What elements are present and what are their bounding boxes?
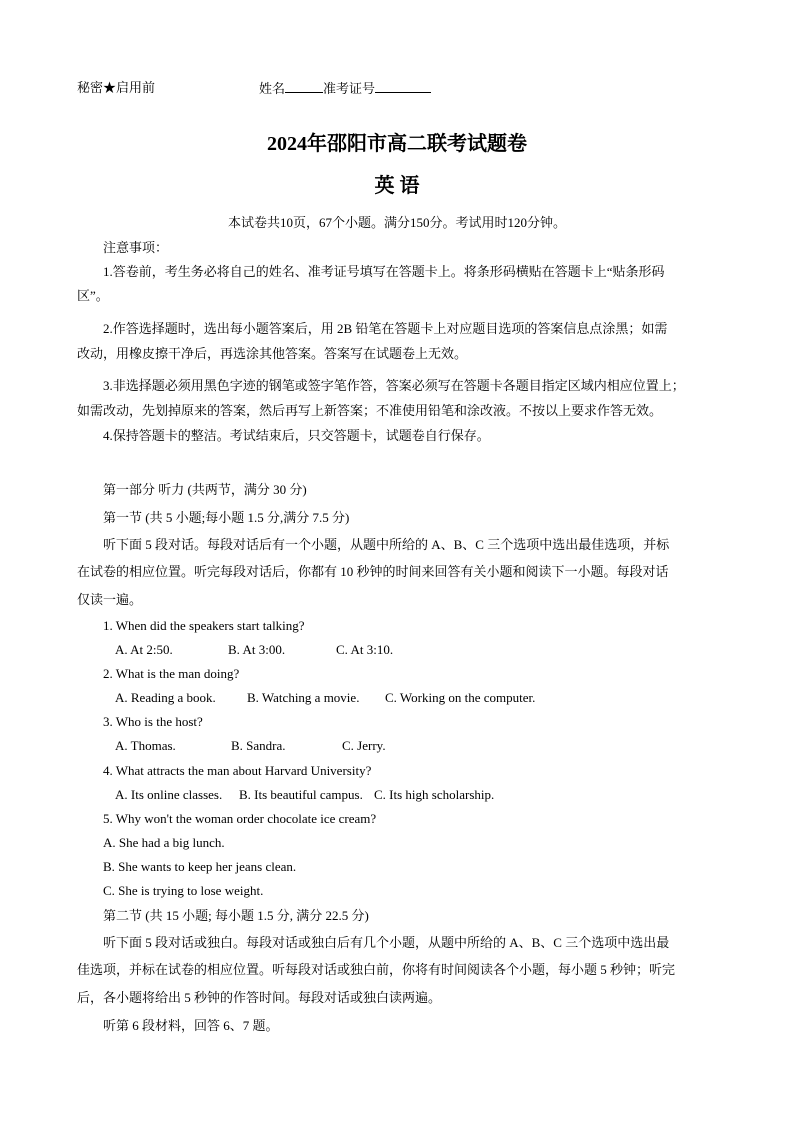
q2-option-c: C. Working on the computer.: [385, 690, 536, 705]
subject-title: 英 语: [374, 175, 420, 197]
section2-heading: 第二节 (共 15 小题; 每小题 1.5 分, 满分 22.5 分): [103, 908, 369, 923]
q1-option-b: B. At 3:00.: [228, 642, 286, 657]
section1-instruction-2: 在试卷的相应位置。听完每段对话后，你都有 10 秒钟的时间来回答有关小题和阅读下一小题。每段对话: [77, 564, 669, 579]
q4-option-b: B. Its beautiful campus.: [239, 787, 363, 802]
material-6-instruction: 听第 6 段材料，回答 6、7 题。: [103, 1018, 279, 1033]
section2-instruction-1: 听下面 5 段对话或独白。每段对话或独白后有几个小题，从题中所给的 A、B、C 三个选项中选出最: [103, 935, 670, 950]
question-5: 5. Why won't the woman order chocolate ice cream?: [103, 811, 377, 826]
note-4: 4.保持答题卡的整洁。考试结束后，只交答题卡，试题卷自行保存。: [103, 428, 490, 443]
id-blank: [375, 80, 431, 93]
q2-option-a: A. Reading a book.: [115, 690, 216, 705]
note-1-line-1: 1.答卷前，考生务必将自己的姓名、准考证号填写在答题卡上。将条形码横贴在答题卡上“贴条形码: [103, 264, 665, 279]
q5-option-b: B. She wants to keep her jeans clean.: [103, 859, 297, 874]
q4-option-a: A. Its online classes.: [115, 787, 223, 802]
q2-option-b: B. Watching a movie.: [247, 690, 360, 705]
id-label: 准考证号: [323, 81, 376, 96]
q3-option-b: B. Sandra.: [231, 738, 286, 753]
confidential-label: 秘密★启用前: [77, 80, 156, 95]
q1-option-a: A. At 2:50.: [115, 642, 173, 657]
q1-option-c: C. At 3:10.: [336, 642, 394, 657]
section2-instruction-3: 后，各小题将给出 5 秒钟的作答时间。每段对话或独白读两遍。: [77, 990, 442, 1005]
section1-instruction-1: 听下面 5 段对话。每段对话后有一个小题，从题中所给的 A、B、C 三个选项中选出最佳选项，并标: [103, 537, 670, 552]
note-2-line-1: 2.作答选择题时，选出每小题答案后，用 2B 铅笔在答题卡上对应题目选项的答案信息点涂黑；如需: [103, 321, 668, 336]
candidate-info: [259, 80, 431, 97]
section1-instruction-3: 仅读一遍。: [77, 592, 143, 607]
section2-instruction-2: 佳选项，并标在试卷的相应位置。听每段对话或独白前，你将有时间阅读各个小题，每小题 5 秒钟；听完: [77, 962, 676, 977]
question-2: 2. What is the man doing?: [103, 666, 240, 681]
exam-info: 本试卷共10页，67个小题。满分150分。考试用时120分钟。: [227, 215, 566, 230]
note-3-line-2: 如需改动，先划掉原来的答案，然后再写上新答案；不准使用铅笔和涂改液。不按以上要求作答无效。: [77, 403, 663, 418]
exam-title: 2024年邵阳市高二联考试题卷: [267, 133, 527, 155]
name-blank: [285, 80, 323, 93]
part1-heading: 第一部分 听力 (共两节，满分 30 分): [103, 482, 307, 497]
name-label: 姓名: [259, 81, 286, 96]
q3-option-a: A. Thomas.: [115, 738, 176, 753]
question-3: 3. Who is the host?: [103, 714, 203, 729]
q3-option-c: C. Jerry.: [342, 738, 386, 753]
notes-heading: 注意事项：: [103, 240, 169, 255]
q5-option-c: C. She is trying to lose weight.: [103, 883, 264, 898]
question-1: 1. When did the speakers start talking?: [103, 618, 305, 633]
q4-option-c: C. Its high scholarship.: [374, 787, 495, 802]
q5-option-a: A. She had a big lunch.: [103, 835, 225, 850]
note-3-line-1: 3.非选择题必须用黑色字迹的钢笔或签字笔作答，答案必须写在答题卡各题目指定区域内相应位置上；: [103, 378, 685, 393]
section1-heading: 第一节 (共 5 小题;每小题 1.5 分,满分 7.5 分): [103, 510, 350, 525]
question-4: 4. What attracts the man about Harvard University?: [103, 763, 372, 778]
note-1-line-2: 区”。: [77, 288, 109, 303]
note-2-line-2: 改动，用橡皮擦干净后，再选涂其他答案。答案写在试题卷上无效。: [77, 346, 468, 361]
